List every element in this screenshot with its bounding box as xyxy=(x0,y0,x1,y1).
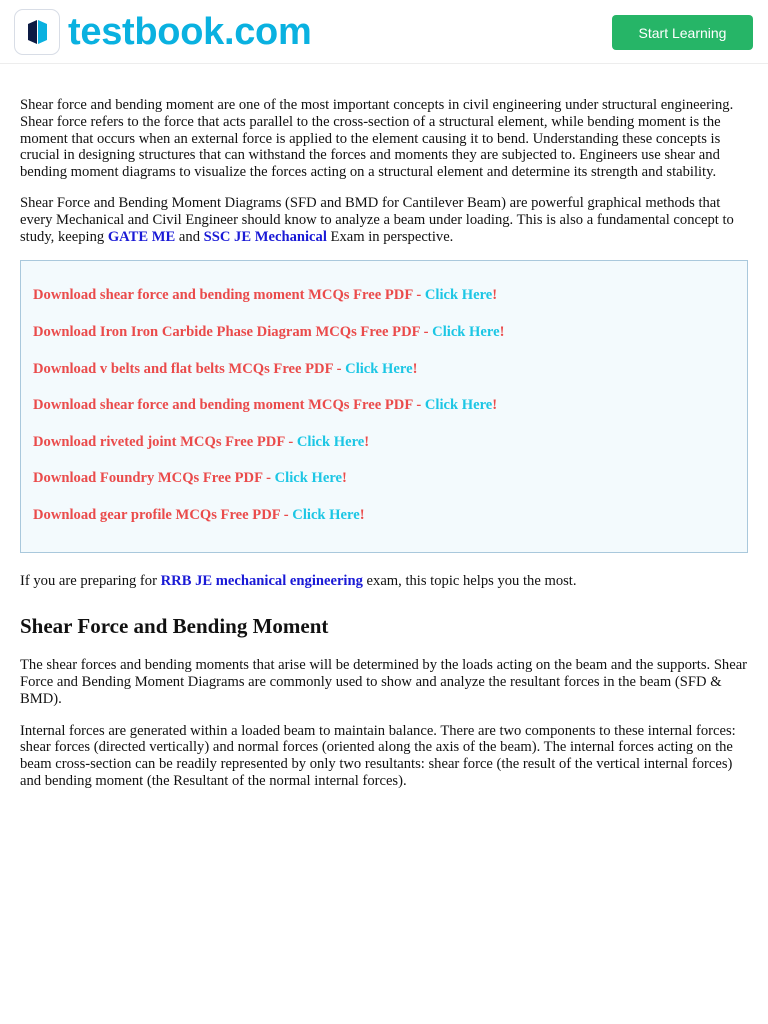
download-separator: - xyxy=(412,287,425,304)
download-separator: - xyxy=(284,433,297,450)
click-here-link[interactable]: Click Here xyxy=(424,397,493,414)
click-here-link[interactable]: Click Here xyxy=(292,506,360,523)
download-item xyxy=(33,397,735,414)
download-item xyxy=(33,324,735,341)
download-suffix: ! xyxy=(342,470,347,487)
download-item-text: Download shear force and bending moment MCQs Free PDF xyxy=(33,397,413,414)
download-suffix: ! xyxy=(359,506,365,523)
download-separator: - xyxy=(262,470,275,487)
site-header xyxy=(0,0,768,64)
download-item-text: Download riveted joint MCQs Free PDF xyxy=(33,433,285,450)
start-learning-button[interactable]: Start Learning xyxy=(612,15,753,50)
rrb-text: If you are preparing for xyxy=(20,573,161,590)
testbook-logo[interactable] xyxy=(14,9,311,55)
download-separator: - xyxy=(280,506,293,523)
intro-text: and xyxy=(175,228,204,245)
section-paragraph: The shear forces and bending moments that arise will be determined by the loads acting on the beam and the supports. Shear Force and Bending Moment Diagrams are commonly used to show and analyze the resultant forces in the beam (SFD & BMD). xyxy=(20,657,748,707)
article-content xyxy=(20,97,748,790)
download-item xyxy=(33,287,735,304)
rrb-text: exam, this topic helps you the most. xyxy=(362,573,577,590)
section-paragraph: Internal forces are generated within a loaded beam to maintain balance. There are two components to these internal forces: shear forces (directed vertically) and normal forces (oriented along the axis of the beam). The internal forces acting on the beam cross-section can be readily represented by only two resultants: shear force (the result of the vertical internal forces) and bending moment (the Resultant of the normal internal forces). xyxy=(20,722,736,789)
intro-paragraph: Shear force and bending moment are one of the most important concepts in civil engineering under structural engineering. Shear force refers to the force that acts parallel to the cross-section of a structural element, while bending moment is the moment that occurs when an external force is applied to the element causing it to bend. Understanding these concepts is crucial in designing structures that can withstand the forces and moments they are subjected to. Engineers use shear and bending moment diagrams to visualize the forces acting on a structural element and determine its strength and stability. xyxy=(20,97,734,181)
download-item xyxy=(33,507,735,524)
gate-me-link[interactable]: GATE ME xyxy=(107,228,176,245)
download-links-box xyxy=(20,260,748,553)
download-suffix: ! xyxy=(364,433,370,450)
download-item-text: Download Iron Iron Carbide Phase Diagram MCQs Free PDF xyxy=(33,323,420,340)
ssc-je-mechanical-link[interactable]: SSC JE Mechanical xyxy=(203,228,327,245)
section-heading: Shear Force and Bending Moment xyxy=(20,614,329,639)
download-item-text: Download v belts and flat belts MCQs Free PDF xyxy=(33,360,333,377)
download-separator: - xyxy=(420,323,433,340)
rrb-je-link[interactable]: RRB JE mechanical engineering xyxy=(160,573,363,590)
download-separator: - xyxy=(412,397,425,414)
click-here-link[interactable]: Click Here xyxy=(296,433,365,450)
logo-text: testbook.com xyxy=(68,11,312,53)
download-item xyxy=(33,361,735,378)
download-suffix: ! xyxy=(492,397,498,414)
download-item xyxy=(33,434,735,451)
click-here-link[interactable]: Click Here xyxy=(345,360,413,377)
intro-text: Exam in perspective. xyxy=(326,228,454,245)
download-separator: - xyxy=(332,360,346,377)
download-item-text: Download Foundry MCQs Free PDF xyxy=(33,470,263,487)
testbook-logo-icon xyxy=(14,9,60,55)
rrb-paragraph xyxy=(20,573,748,590)
click-here-link[interactable]: Click Here xyxy=(432,323,500,340)
download-item-text: Download gear profile MCQs Free PDF xyxy=(33,506,281,523)
intro-paragraph-2 xyxy=(20,195,748,245)
download-suffix: ! xyxy=(412,360,418,377)
click-here-link[interactable]: Click Here xyxy=(424,287,493,304)
intro-text: Shear Force and Bending Moment Diagrams (SFD and BMD for Cantilever Beam) are powerful graphical methods that every Mechanical and Civil Engineer should know to analyze a beam under loading. This is also a fundamental concept to study, keeping xyxy=(20,194,734,245)
click-here-link[interactable]: Click Here xyxy=(274,470,343,487)
download-item xyxy=(33,470,735,487)
download-suffix: ! xyxy=(499,323,505,340)
download-suffix: ! xyxy=(492,287,498,304)
download-item-text: Download shear force and bending moment MCQs Free PDF xyxy=(33,287,413,304)
